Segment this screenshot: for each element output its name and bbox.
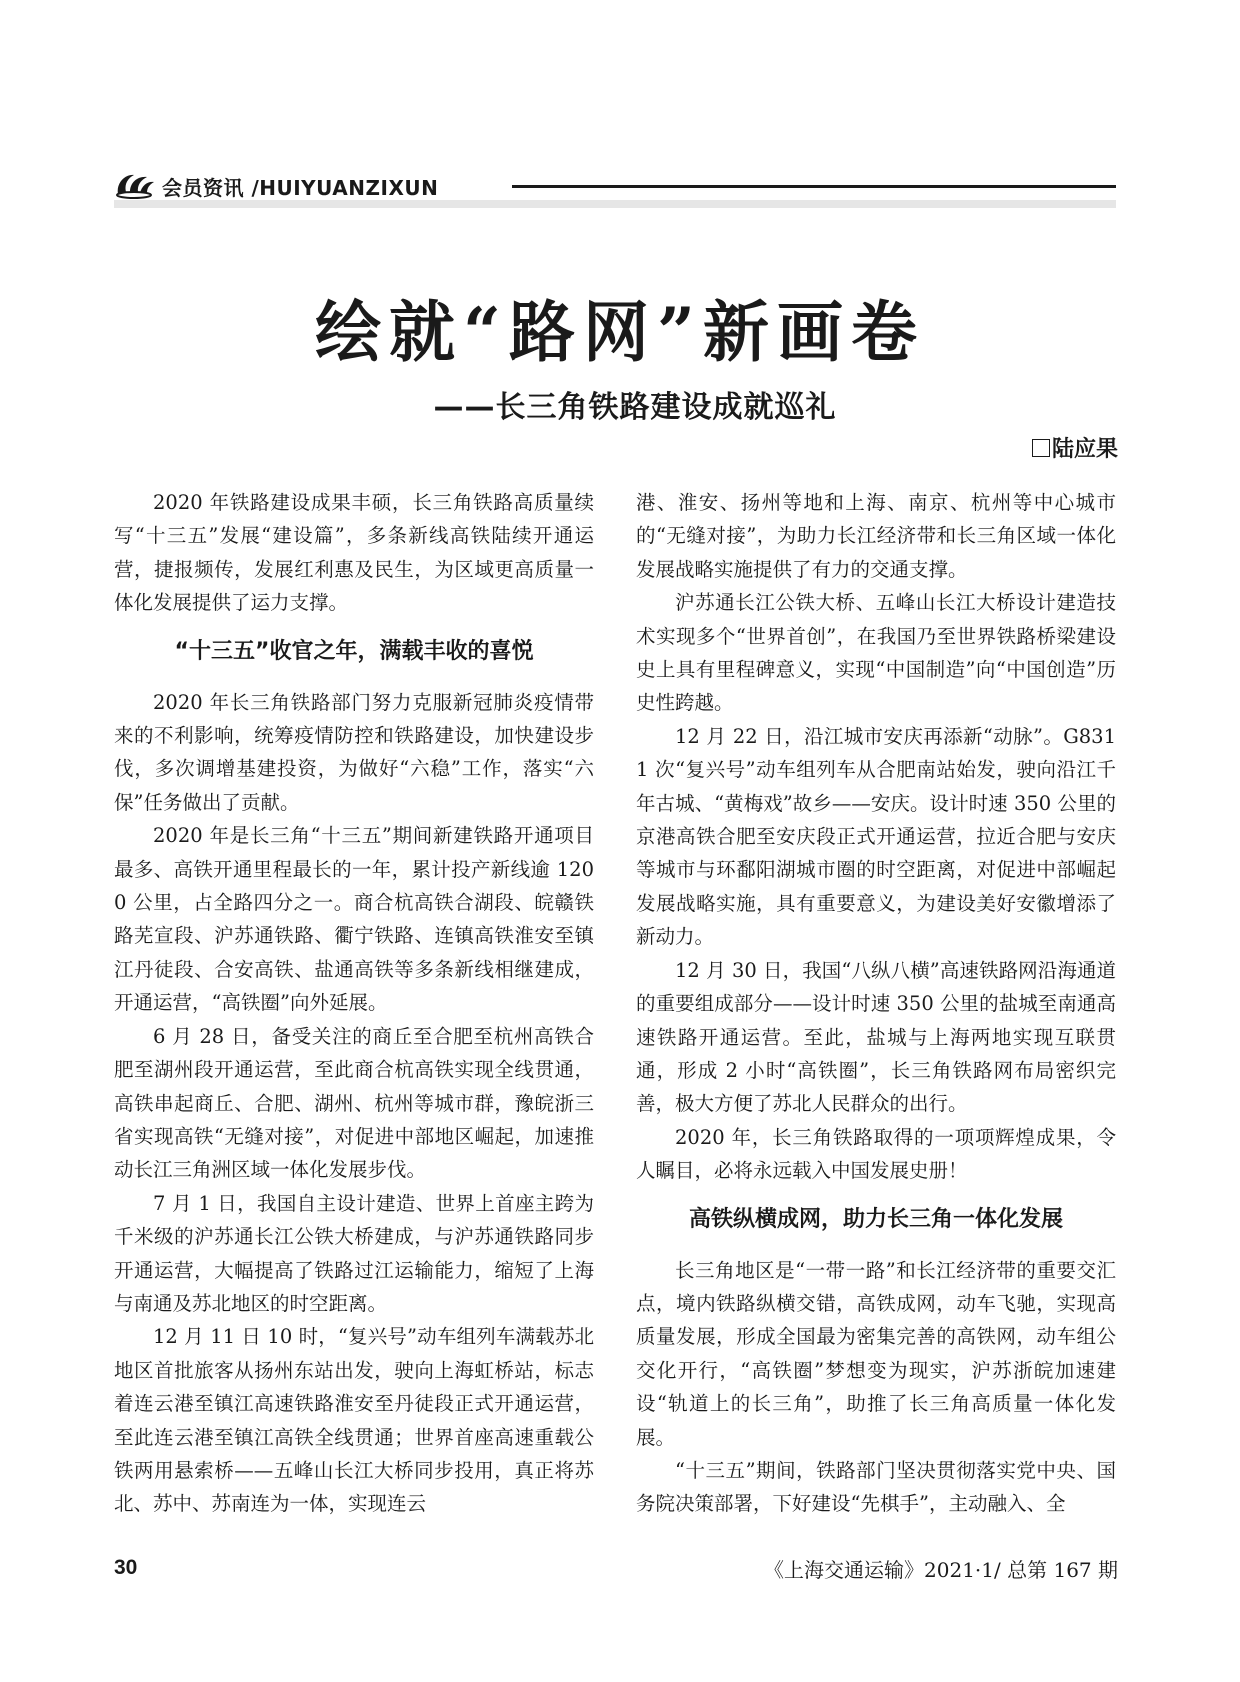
- section-heading: “十三五”收官之年，满载丰收的喜悦: [174, 638, 534, 664]
- journal-issue: 《上海交通运输》2021·1/ 总第 167 期: [764, 1558, 1118, 1582]
- paragraph: 2020 年，长三角铁路取得的一项项辉煌成果，令人瞩目，必将永远载入中国发展史册！: [636, 1125, 1116, 1183]
- section-heading: 高铁纵横成网，助力长三角一体化发展: [688, 1206, 1063, 1232]
- paragraph: 12 月 30 日，我国“八纵八横”高速铁路网沿海通道的重要组成部分——设计时速 350 公里的盐城至南通高速铁路开通运营。至此，盐城与上海两地实现互联贯通，形成 2 小时“高铁圈”，长三角铁路网布局密织完善，极大方便了苏北人民群众的出行。: [636, 958, 1116, 1116]
- section-header: [114, 168, 1116, 208]
- paragraph: 12 月 22 日，沿江城市安庆再添新“动脉”。G8311 次“复兴号”动车组列车从合肥南站始发，驶向沿江千年古城、“黄梅戏”故乡——安庆。设计时速 350 公里的京港高铁合肥至安庆段正式开通运营，拉近合肥与安庆等城市与环鄱阳湖城市圈的时空距离，对促进中部崛起发展战略实施，具有重要意义，为建设美好安徽增添了新动力。: [636, 724, 1116, 949]
- header-rule: [512, 185, 1116, 188]
- section-title: 会员资讯 /HUIYUANZIXUN: [162, 176, 439, 200]
- author-box-icon: [1032, 439, 1050, 457]
- paragraph: 6 月 28 日，备受关注的商丘至合肥至杭州高铁合肥至湖州段开通运营，至此商合杭高铁实现全线贯通，高铁串起商丘、合肥、湖州、杭州等城市群，豫皖浙三省实现高铁“无缝对接”，对促进中部地区崛起，加速推动长江三角洲区域一体化发展步伐。: [114, 1024, 594, 1182]
- paragraph: 12 月 11 日 10 时，“复兴号”动车组列车满载苏北地区首批旅客从扬州东站出发，驶向上海虹桥站，标志着连云港至镇江高速铁路淮安至丹徒段正式开通运营，至此连云港至镇江高铁全线贯通；世界首座高速重载公铁两用悬索桥——五峰山长江大桥同步投用，真正将苏北、苏中、苏南连为一体，实现连云: [114, 1325, 594, 1516]
- article-subtitle: ——长三角铁路建设成就巡礼: [433, 390, 837, 425]
- paragraph: 7 月 1 日，我国自主设计建造、世界上首座主跨为千米级的沪苏通长江公铁大桥建成，与沪苏通铁路同步开通运营，大幅提高了铁路过江运输能力，缩短了上海与南通及苏北地区的时空距离。: [114, 1191, 594, 1315]
- author-line: [1032, 432, 1118, 463]
- paragraph: 2020 年是长三角“十三五”期间新建铁路开通项目最多、高铁开通里程最长的一年，累计投产新线逾 1200 公里，占全路四分之一。商合杭高铁合湖段、皖赣铁路芜宣段、沪苏通铁路、衢宁铁路、连镇高铁淮安至镇江丹徒段、合安高铁、盐通高铁等多条新线相继建成，开通运营，“高铁圈”向外延展。: [114, 824, 594, 1015]
- paragraph: 沪苏通长江公铁大桥、五峰山长江大桥设计建造技术实现多个“世界首创”，在我国乃至世界铁路桥梁建设史上具有里程碑意义，实现“中国制造”向“中国创造”历史性跨越。: [636, 591, 1116, 715]
- left-column: [114, 486, 594, 1521]
- paragraph: 2020 年长三角铁路部门努力克服新冠肺炎疫情带来的不利影响，统筹疫情防控和铁路建设，加快建设步伐，多次调增基建投资，为做好“六稳”工作，落实“六保”任务做出了贡献。: [114, 690, 594, 814]
- paragraph-continued: 港、淮安、扬州等地和上海、南京、杭州等中心城市的“无缝对接”，为助力长江经济带和长三角区域一体化发展战略实施提供了有力的交通支撑。: [636, 491, 1116, 581]
- right-column: [636, 486, 1116, 1521]
- paragraph: “十三五”期间，铁路部门坚决贯彻落实党中央、国务院决策部署，下好建设“先棋手”，主动融入、全: [636, 1458, 1116, 1516]
- journal-logo-icon: [114, 170, 156, 200]
- author-name: 陆应果: [1051, 437, 1118, 462]
- paragraph: 2020 年铁路建设成果丰硕，长三角铁路高质量续写“十三五”发展“建设篇”，多条新线高铁陆续开通运营，捷报频传，发展红利惠及民生，为区域更高质量一体化发展提供了运力支撑。: [114, 491, 594, 615]
- article-title: 绘就“路网”新画卷: [315, 293, 925, 371]
- paragraph: 长三角地区是“一带一路”和长江经济带的重要交汇点，境内铁路纵横交错，高铁成网，动车飞驰，实现高质量发展，形成全国最为密集完善的高铁网，动车组公交化开行，“高铁圈”梦想变为现实，沪苏浙皖加速建设“轨道上的长三角”，助推了长三角高质量一体化发展。: [636, 1258, 1116, 1449]
- page-number: 30: [114, 1556, 138, 1579]
- header-underbar: [114, 200, 1116, 208]
